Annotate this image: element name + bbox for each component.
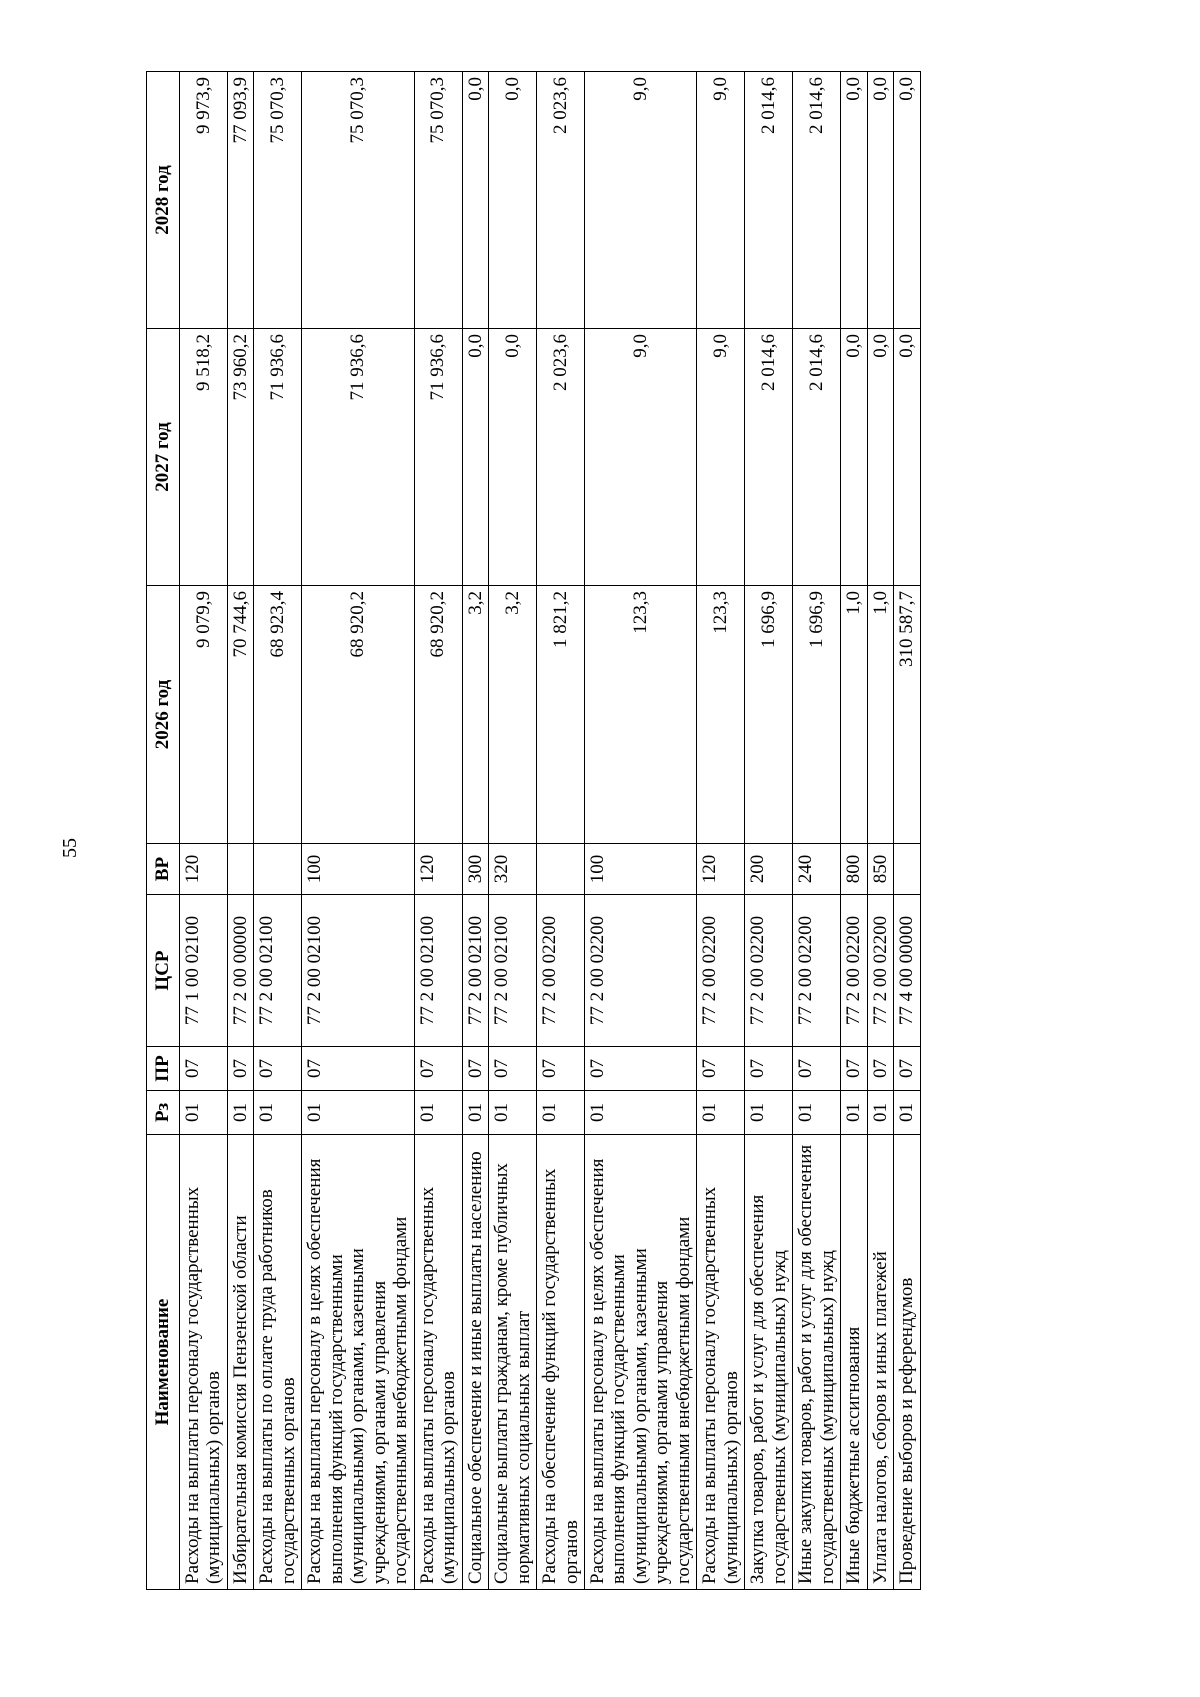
cell-name: Расходы на выплаты персоналу государственных (муниципальных) органов	[414, 1135, 462, 1590]
cell-name: Уплата налогов, сборов и иных платежей	[867, 1135, 893, 1590]
cell-pr: 07	[254, 1047, 302, 1091]
cell-2027: 71 936,6	[302, 329, 414, 586]
cell-2027: 71 936,6	[414, 329, 462, 586]
cell-2028: 0,0	[462, 72, 488, 329]
table-row	[745, 72, 793, 1590]
cell-csr: 77 2 00 00000	[227, 895, 253, 1047]
cell-csr: 77 2 00 02100	[302, 895, 414, 1047]
cell-2028: 77 093,9	[227, 72, 253, 329]
cell-name: Расходы на выплаты персоналу государственных (муниципальных) органов	[180, 1135, 228, 1590]
cell-rz: 01	[537, 1091, 585, 1135]
cell-2027: 9,0	[697, 329, 745, 586]
cell-2026: 9 079,9	[180, 586, 228, 844]
cell-vr: 120	[414, 844, 462, 895]
header-row	[147, 72, 180, 1590]
cell-2028: 75 070,3	[254, 72, 302, 329]
header-rz: Рз	[147, 1091, 180, 1135]
cell-name: Иные закупки товаров, работ и услуг для обеспечения государственных (муниципальных) нужд	[793, 1135, 841, 1590]
cell-name: Избирательная комиссия Пензенской области	[227, 1135, 253, 1590]
table-row	[697, 72, 745, 1590]
cell-csr: 77 1 00 02100	[180, 895, 228, 1047]
cell-name: Иные бюджетные ассигнования	[841, 1135, 867, 1590]
cell-2028: 0,0	[867, 72, 893, 329]
cell-pr: 07	[793, 1047, 841, 1091]
cell-2027: 73 960,2	[227, 329, 253, 586]
budget-table	[146, 71, 921, 1590]
cell-csr: 77 2 00 02200	[793, 895, 841, 1047]
table-row	[894, 72, 920, 1590]
cell-name: Закупка товаров, работ и услуг для обеспечения государственных (муниципальных) нужд	[745, 1135, 793, 1590]
cell-pr: 07	[489, 1047, 537, 1091]
cell-pr: 07	[867, 1047, 893, 1091]
cell-2028: 9,0	[697, 72, 745, 329]
cell-name: Расходы на выплаты персоналу в целях обеспечения выполнения функций государственными (муниципальными) органами, казенными учреждениями, органами управления государственными внебюджетными фондами	[302, 1135, 414, 1590]
cell-vr: 200	[745, 844, 793, 895]
cell-rz: 01	[793, 1091, 841, 1135]
cell-2027: 0,0	[841, 329, 867, 586]
cell-2026: 68 923,4	[254, 586, 302, 844]
cell-rz: 01	[302, 1091, 414, 1135]
cell-2026: 1,0	[841, 586, 867, 844]
cell-2028: 2 023,6	[537, 72, 585, 329]
cell-2028: 75 070,3	[414, 72, 462, 329]
cell-vr: 320	[489, 844, 537, 895]
cell-name: Расходы на обеспечение функций государственных органов	[537, 1135, 585, 1590]
cell-csr: 77 2 00 02100	[489, 895, 537, 1047]
cell-csr: 77 2 00 02200	[841, 895, 867, 1047]
cell-vr	[537, 844, 585, 895]
table-row	[489, 72, 537, 1590]
cell-2026: 68 920,2	[302, 586, 414, 844]
cell-vr: 240	[793, 844, 841, 895]
cell-csr: 77 2 00 02200	[584, 895, 696, 1047]
cell-pr: 07	[584, 1047, 696, 1091]
cell-pr: 07	[537, 1047, 585, 1091]
cell-2027: 9,0	[584, 329, 696, 586]
budget-table-container	[146, 72, 1061, 1590]
cell-2026: 310 587,7	[894, 586, 920, 844]
cell-vr	[254, 844, 302, 895]
table-row	[227, 72, 253, 1590]
cell-csr: 77 2 00 02100	[254, 895, 302, 1047]
cell-rz: 01	[414, 1091, 462, 1135]
cell-vr	[894, 844, 920, 895]
cell-2026: 123,3	[697, 586, 745, 844]
table-row	[537, 72, 585, 1590]
cell-rz: 01	[894, 1091, 920, 1135]
cell-2026: 123,3	[584, 586, 696, 844]
cell-csr: 77 2 00 02200	[745, 895, 793, 1047]
table-row	[793, 72, 841, 1590]
header-2028: 2028 год	[147, 72, 180, 329]
cell-pr: 07	[894, 1047, 920, 1091]
cell-2027: 71 936,6	[254, 329, 302, 586]
cell-pr: 07	[302, 1047, 414, 1091]
header-vr: ВР	[147, 844, 180, 895]
page-number: 55	[59, 838, 81, 858]
cell-csr: 77 2 00 02200	[697, 895, 745, 1047]
cell-vr: 100	[302, 844, 414, 895]
cell-2027: 2 014,6	[793, 329, 841, 586]
header-2026: 2026 год	[147, 586, 180, 844]
cell-2026: 1 821,2	[537, 586, 585, 844]
cell-2027: 0,0	[462, 329, 488, 586]
cell-csr: 77 2 00 02200	[537, 895, 585, 1047]
table-row	[462, 72, 488, 1590]
cell-pr: 07	[841, 1047, 867, 1091]
cell-2028: 0,0	[841, 72, 867, 329]
cell-vr: 800	[841, 844, 867, 895]
cell-2027: 0,0	[894, 329, 920, 586]
cell-vr: 850	[867, 844, 893, 895]
cell-rz: 01	[180, 1091, 228, 1135]
cell-pr: 07	[180, 1047, 228, 1091]
cell-pr: 07	[227, 1047, 253, 1091]
cell-vr: 120	[180, 844, 228, 895]
cell-rz: 01	[745, 1091, 793, 1135]
cell-2028: 2 014,6	[793, 72, 841, 329]
table-body	[180, 72, 921, 1590]
cell-2027: 2 014,6	[745, 329, 793, 586]
cell-2027: 0,0	[489, 329, 537, 586]
cell-2026: 3,2	[462, 586, 488, 844]
cell-vr: 300	[462, 844, 488, 895]
cell-pr: 07	[697, 1047, 745, 1091]
header-name: Наименование	[147, 1135, 180, 1590]
cell-2028: 0,0	[489, 72, 537, 329]
cell-csr: 77 2 00 02100	[462, 895, 488, 1047]
cell-vr: 100	[584, 844, 696, 895]
header-pr: ПР	[147, 1047, 180, 1091]
cell-2028: 9,0	[584, 72, 696, 329]
cell-name: Расходы на выплаты персоналу в целях обеспечения выполнения функций государственными (муниципальными) органами, казенными учреждениями, органами управления государственными внебюджетными фондами	[584, 1135, 696, 1590]
cell-pr: 07	[414, 1047, 462, 1091]
cell-pr: 07	[462, 1047, 488, 1091]
cell-pr: 07	[745, 1047, 793, 1091]
cell-2028: 9 973,9	[180, 72, 228, 329]
cell-rz: 01	[867, 1091, 893, 1135]
table-row	[841, 72, 867, 1590]
cell-2027: 2 023,6	[537, 329, 585, 586]
cell-2026: 68 920,2	[414, 586, 462, 844]
cell-2028: 2 014,6	[745, 72, 793, 329]
cell-2028: 0,0	[894, 72, 920, 329]
cell-vr: 120	[697, 844, 745, 895]
table-row	[584, 72, 696, 1590]
cell-rz: 01	[462, 1091, 488, 1135]
header-csr: ЦСР	[147, 895, 180, 1047]
cell-rz: 01	[254, 1091, 302, 1135]
cell-name: Социальные выплаты гражданам, кроме публичных нормативных социальных выплат	[489, 1135, 537, 1590]
table-row	[414, 72, 462, 1590]
cell-name: Расходы на выплаты персоналу государственных (муниципальных) органов	[697, 1135, 745, 1590]
table-row	[254, 72, 302, 1590]
cell-csr: 77 4 00 00000	[894, 895, 920, 1047]
cell-vr	[227, 844, 253, 895]
cell-2028: 75 070,3	[302, 72, 414, 329]
cell-2027: 0,0	[867, 329, 893, 586]
cell-csr: 77 2 00 02200	[867, 895, 893, 1047]
cell-rz: 01	[584, 1091, 696, 1135]
cell-2026: 1,0	[867, 586, 893, 844]
cell-name: Расходы на выплаты по оплате труда работников государственных органов	[254, 1135, 302, 1590]
cell-2027: 9 518,2	[180, 329, 228, 586]
cell-name: Социальное обеспечение и иные выплаты населению	[462, 1135, 488, 1590]
cell-2026: 1 696,9	[745, 586, 793, 844]
cell-2026: 1 696,9	[793, 586, 841, 844]
cell-rz: 01	[697, 1091, 745, 1135]
cell-rz: 01	[841, 1091, 867, 1135]
cell-rz: 01	[489, 1091, 537, 1135]
cell-rz: 01	[227, 1091, 253, 1135]
cell-2026: 3,2	[489, 586, 537, 844]
table-row	[180, 72, 228, 1590]
table-row	[302, 72, 414, 1590]
cell-name: Проведение выборов и референдумов	[894, 1135, 920, 1590]
cell-2026: 70 744,6	[227, 586, 253, 844]
table-row	[867, 72, 893, 1590]
cell-csr: 77 2 00 02100	[414, 895, 462, 1047]
header-2027: 2027 год	[147, 329, 180, 586]
